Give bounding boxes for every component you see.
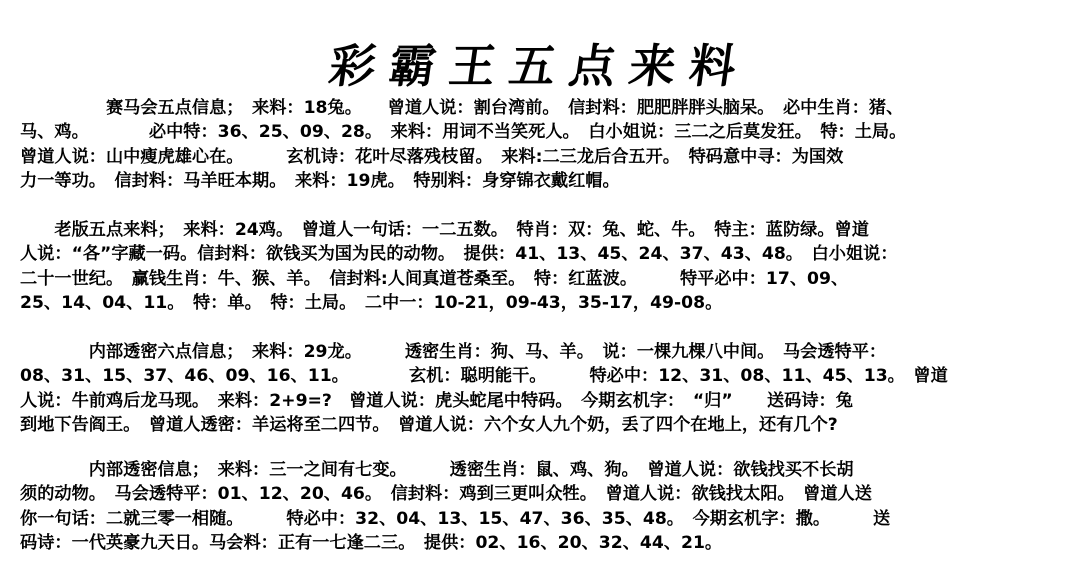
info-paragraph-2 <box>20 218 1070 315</box>
text-line: 人说：牛前鸡后龙马现。 来料：2+9=? 曾道人说：虎头蛇尾中特码。 今期玄机字： “归” 送码诗：兔 <box>20 390 853 411</box>
text-line: 曾道人说：山中瘦虎雄心在。 玄机诗：花叶尽落残枝留。 来料:二三龙后合五开。 特码意中寻：为国效 <box>20 146 844 167</box>
text-line: 内部透密信息； 来料：三一之间有七变。 透密生肖：鼠、鸡、狗。 曾道人说：欲钱找买不长胡 <box>20 460 854 480</box>
text-line: 08、31、15、37、46、09、16、11。 玄机：聪明能干。 特必中：12、31、08、11、45、13。 曾道 <box>20 366 948 387</box>
text-line: 到地下告阎王。 曾道人透密：羊运将至二四节。 曾道人说：六个女人九个奶，丢了四个在地上，还有几个? <box>20 414 838 435</box>
text-line: 须的动物。 马会透特平：01、12、20、46。 信封料：鸡到三更叫众牲。 曾道人说：欲钱找太阳。 曾道人送 <box>20 484 872 505</box>
text-line: 赛马会五点信息； 来料：18兔。 曾道人说：割台湾前。 信封料：肥肥胖胖头脑呆。 必中生肖：猪、 <box>20 98 904 118</box>
text-line: 码诗：一代英豪九天日。马会料：正有一七逢二三。 提供：02、16、20、32、44、21。 <box>20 532 723 553</box>
text-line: 马、鸡。 必中特：36、25、09、28。 来料：用词不当笑死人。 白小姐说：三二之后莫发狂。 特：土局。 <box>20 122 907 143</box>
text-line: 老版五点来料； 来料：24鸡。 曾道人一句话：一二五数。 特肖：双：兔、蛇、牛。 特主：蓝防绿。曾道 <box>20 220 869 240</box>
text-line: 25、14、04、11。 特：单。 特：土局。 二中一：10-21，09-43，35-17，49-08。 <box>20 292 723 313</box>
info-paragraph-3 <box>20 340 1070 437</box>
text-line: 人说：“各”字藏一码。信封料：欲钱买为国为民的动物。 提供：41、13、45、24、37、43、48。 白小姐说： <box>20 244 898 265</box>
text-line: 力一等功。 信封料：马羊旺本期。 来料：19虎。 特别料：身穿锦衣戴红帽。 <box>20 170 620 191</box>
info-paragraph-1 <box>20 96 1070 193</box>
text-line: 你一句话：二就三零一相随。 特必中：32、04、13、15、47、36、35、48。 今期玄机字：撒。 送 <box>20 508 891 529</box>
text-line: 内部透密六点信息； 来料：29龙。 透密生肖：狗、马、羊。 说：一棵九棵八中间。 马会透特平： <box>20 342 887 362</box>
info-paragraph-4 <box>20 458 1070 555</box>
page-title: 彩霸王五点来料 <box>325 39 754 93</box>
text-line: 二十一世纪。 赢钱生肖：牛、猴、羊。 信封料:人间真道苍桑至。 特：红蓝波。 特平必中：17、09、 <box>20 268 849 289</box>
